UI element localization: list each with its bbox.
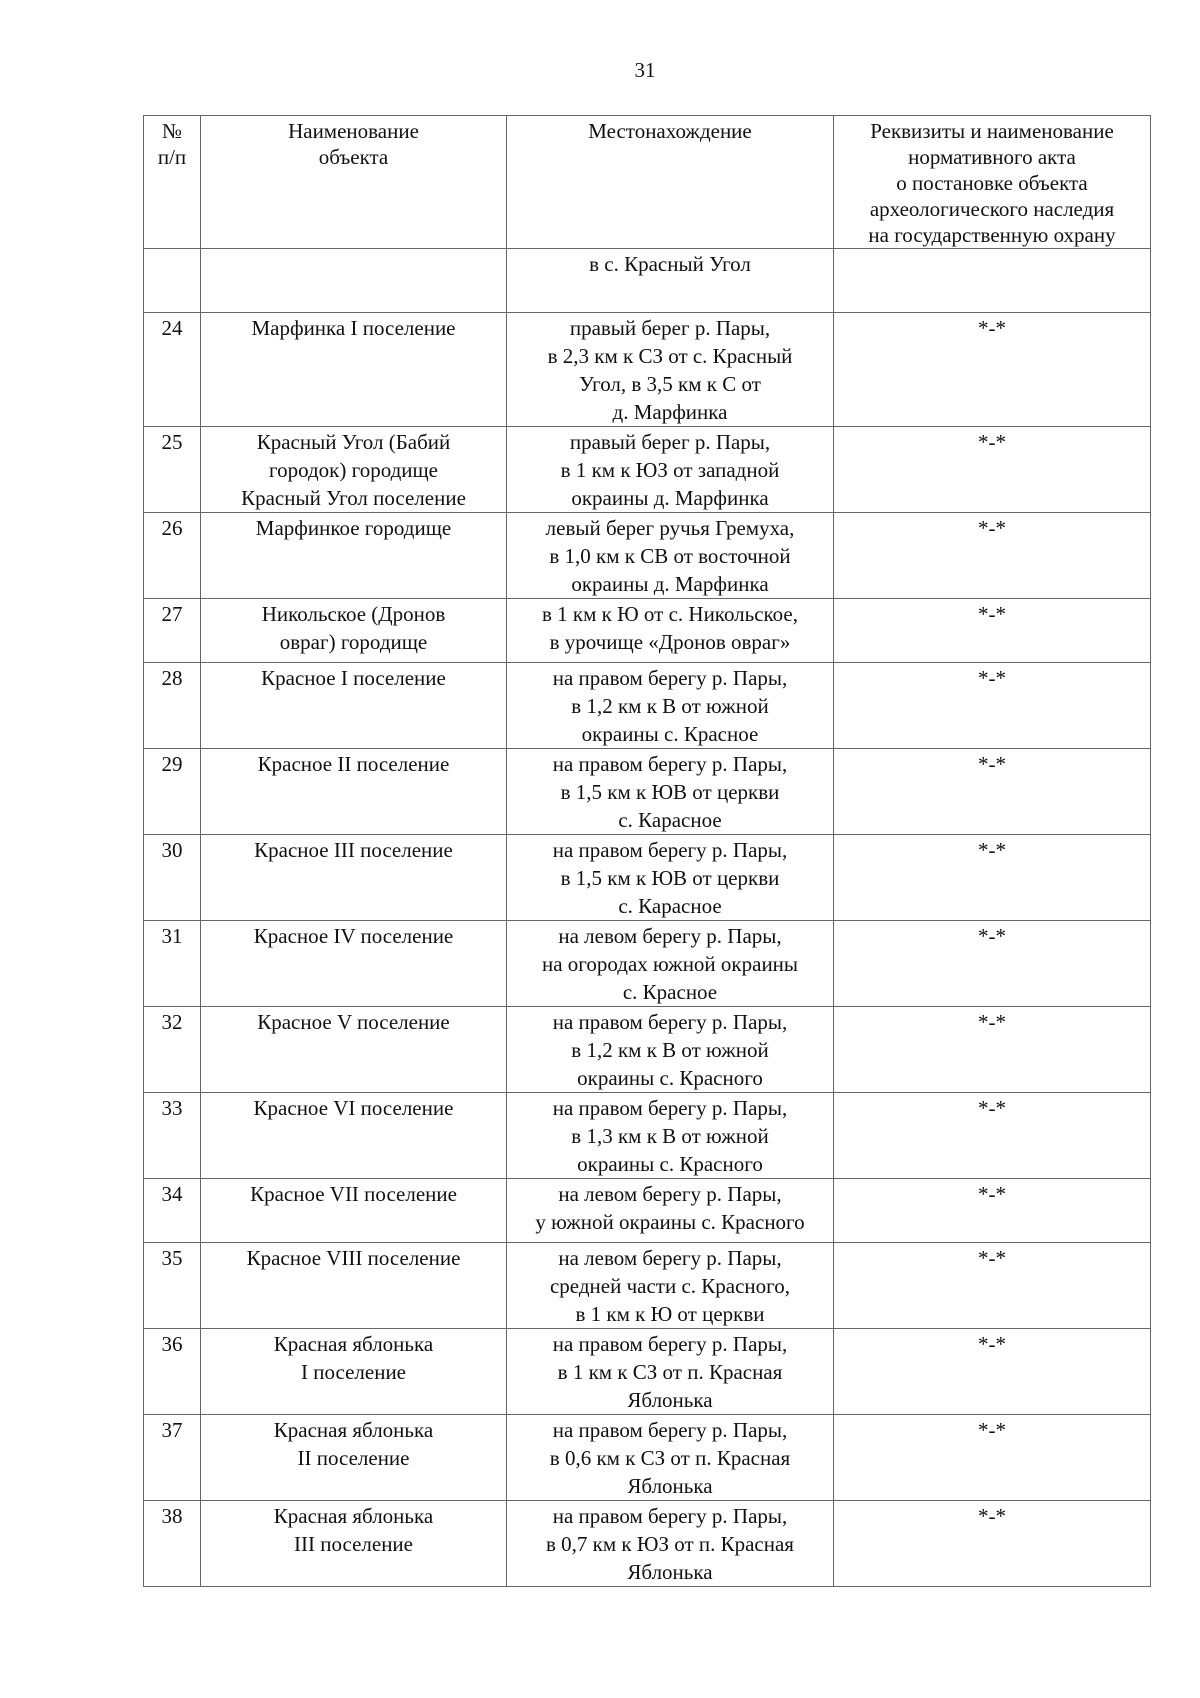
table-row xyxy=(144,313,1151,427)
cell-number: 30 xyxy=(144,835,201,921)
cell-location: на правом берегу р. Пары, в 0,7 км к ЮЗ от п. Красная Яблонька xyxy=(507,1501,834,1587)
table-row xyxy=(144,599,1151,663)
cell-number: 29 xyxy=(144,749,201,835)
table-row xyxy=(144,1501,1151,1587)
cell-number: 34 xyxy=(144,1179,201,1243)
cell-object-name: Красное I поселение xyxy=(201,663,507,749)
cell-location: на правом берегу р. Пары, в 1,2 км к В от южной окраины с. Красное xyxy=(507,663,834,749)
cell-object-name: Красное IV поселение xyxy=(201,921,507,1007)
cell-location: в с. Красный Угол xyxy=(507,249,834,313)
cell-location: в 1 км к Ю от с. Никольское, в урочище «Дронов овраг» xyxy=(507,599,834,663)
table-body xyxy=(144,249,1151,1587)
cell-location: на правом берегу р. Пары, в 0,6 км к СЗ от п. Красная Яблонька xyxy=(507,1415,834,1501)
cell-location: на правом берегу р. Пары, в 1 км к СЗ от п. Красная Яблонька xyxy=(507,1329,834,1415)
cell-location: на левом берегу р. Пары, у южной окраины с. Красного xyxy=(507,1179,834,1243)
cell-number: 38 xyxy=(144,1501,201,1587)
cell-location: на правом берегу р. Пары, в 1,5 км к ЮВ от церкви с. Карасное xyxy=(507,749,834,835)
cell-number: 32 xyxy=(144,1007,201,1093)
cell-legal-act: *-* xyxy=(834,663,1151,749)
table-row xyxy=(144,513,1151,599)
cell-object-name: Красная яблонька II поселение xyxy=(201,1415,507,1501)
table-row xyxy=(144,663,1151,749)
cell-object-name: Марфинка I поселение xyxy=(201,313,507,427)
cell-object-name: Красное VIII поселение xyxy=(201,1243,507,1329)
table-row xyxy=(144,749,1151,835)
header-row xyxy=(144,116,1151,249)
cell-number: 26 xyxy=(144,513,201,599)
cell-location: на правом берегу р. Пары, в 1,2 км к В от южной окраины с. Красного xyxy=(507,1007,834,1093)
cell-location: правый берег р. Пары, в 2,3 км к СЗ от с. Красный Угол, в 3,5 км к С от д. Марфинка xyxy=(507,313,834,427)
cell-object-name: Марфинкое городище xyxy=(201,513,507,599)
cell-legal-act: *-* xyxy=(834,1329,1151,1415)
continuation-row xyxy=(144,249,1151,313)
cell-legal-act xyxy=(834,249,1151,313)
page-number: 31 xyxy=(634,58,656,82)
cell-object-name: Красное III поселение xyxy=(201,835,507,921)
cell-number: 36 xyxy=(144,1329,201,1415)
archaeological-sites-table xyxy=(143,115,1151,1587)
cell-legal-act: *-* xyxy=(834,1007,1151,1093)
cell-legal-act: *-* xyxy=(834,1093,1151,1179)
table-row xyxy=(144,1243,1151,1329)
cell-location: на левом берегу р. Пары, средней части с. Красного, в 1 км к Ю от церкви xyxy=(507,1243,834,1329)
table-row xyxy=(144,921,1151,1007)
cell-legal-act: *-* xyxy=(834,1243,1151,1329)
cell-legal-act: *-* xyxy=(834,427,1151,513)
cell-legal-act: *-* xyxy=(834,921,1151,1007)
cell-object-name: Красное II поселение xyxy=(201,749,507,835)
cell-location: на правом берегу р. Пары, в 1,5 км к ЮВ от церкви с. Карасное xyxy=(507,835,834,921)
cell-object-name: Красный Угол (Бабий городок) городище Красный Угол поселение xyxy=(201,427,507,513)
cell-object-name: Красное V поселение xyxy=(201,1007,507,1093)
cell-number: 31 xyxy=(144,921,201,1007)
cell-number: 27 xyxy=(144,599,201,663)
table-header xyxy=(144,116,1151,249)
header-location: Местонахождение xyxy=(507,116,834,249)
cell-number: 25 xyxy=(144,427,201,513)
cell-number: 37 xyxy=(144,1415,201,1501)
cell-object-name xyxy=(201,249,507,313)
cell-legal-act: *-* xyxy=(834,513,1151,599)
header-legal-act: Реквизиты и наименование нормативного акта о постановке объекта археологического наследия на государственную охрану xyxy=(834,116,1151,249)
cell-location: правый берег р. Пары, в 1 км к ЮЗ от западной окраины д. Марфинка xyxy=(507,427,834,513)
cell-object-name: Красная яблонька III поселение xyxy=(201,1501,507,1587)
header-object-name: Наименование объекта xyxy=(201,116,507,249)
cell-number: 24 xyxy=(144,313,201,427)
cell-location: левый берег ручья Гремуха, в 1,0 км к СВ от восточной окраины д. Марфинка xyxy=(507,513,834,599)
table-row xyxy=(144,1415,1151,1501)
table-row xyxy=(144,1329,1151,1415)
cell-legal-act: *-* xyxy=(834,835,1151,921)
cell-number: 33 xyxy=(144,1093,201,1179)
cell-legal-act: *-* xyxy=(834,1415,1151,1501)
cell-legal-act: *-* xyxy=(834,1501,1151,1587)
header-number: № п/п xyxy=(144,116,201,249)
cell-object-name: Красное VII поселение xyxy=(201,1179,507,1243)
table-row xyxy=(144,427,1151,513)
cell-object-name: Красное VI поселение xyxy=(201,1093,507,1179)
cell-number xyxy=(144,249,201,313)
table-row xyxy=(144,1007,1151,1093)
cell-number: 28 xyxy=(144,663,201,749)
cell-number: 35 xyxy=(144,1243,201,1329)
cell-legal-act: *-* xyxy=(834,313,1151,427)
table-row xyxy=(144,1093,1151,1179)
cell-object-name: Красная яблонька I поселение xyxy=(201,1329,507,1415)
cell-location: на правом берегу р. Пары, в 1,3 км к В от южной окраины с. Красного xyxy=(507,1093,834,1179)
table-row xyxy=(144,1179,1151,1243)
cell-legal-act: *-* xyxy=(834,599,1151,663)
cell-legal-act: *-* xyxy=(834,1179,1151,1243)
cell-location: на левом берегу р. Пары, на огородах южной окраины с. Красное xyxy=(507,921,834,1007)
cell-legal-act: *-* xyxy=(834,749,1151,835)
cell-object-name: Никольское (Дронов овраг) городище xyxy=(201,599,507,663)
table-row xyxy=(144,835,1151,921)
